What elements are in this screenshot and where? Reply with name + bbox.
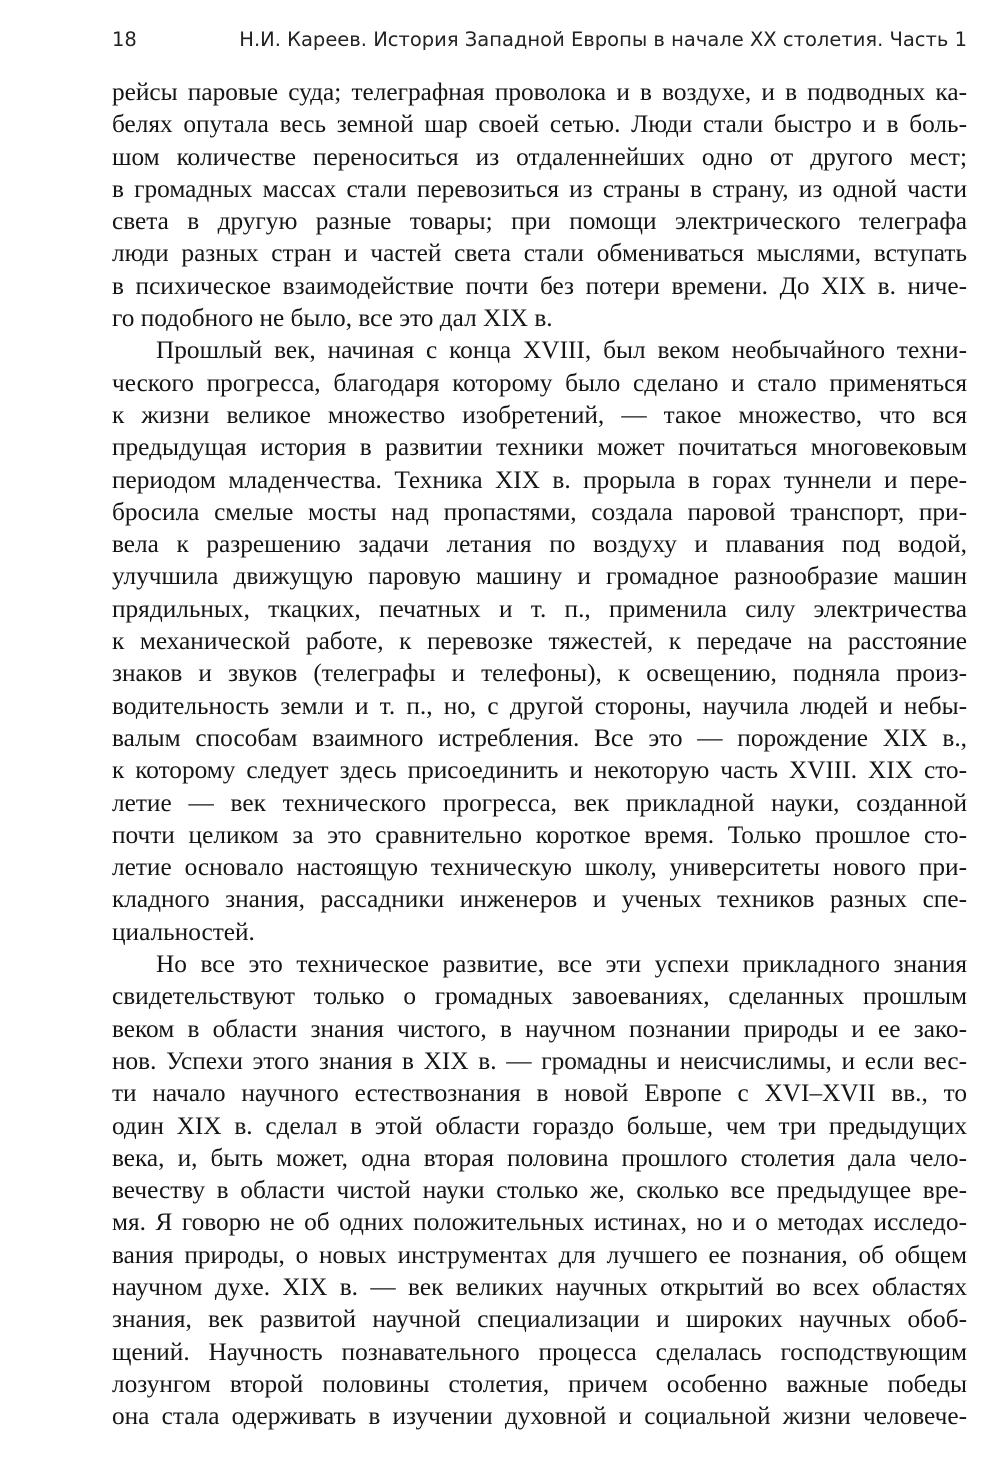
running-title: Н.И. Кареев. История Западной Европы в начале XX столетия. Часть 1 — [239, 28, 967, 51]
text-line: к которому следует здесь присоединить и некоторую часть XVIII. XIX сто- — [112, 756, 967, 785]
text-line: вела к разрешению задачи летания по воздуху и плавания под водой, — [112, 530, 967, 559]
text-line: в громадных массах стали перевозиться из страны в страну, из одной части — [112, 174, 967, 203]
text-line: прядильных, ткацких, печатных и т. п., применила силу электричества — [112, 594, 967, 623]
text-line: лозунгом второй половины столетия, причем особенно важные победы — [112, 1369, 967, 1398]
text-line: один XIX в. сделал в этой области гораздо больше, чем три предыдущих — [112, 1111, 967, 1140]
text-line: научном духе. XIX в. — век великих научных открытий во всех областях — [112, 1272, 967, 1301]
text-line: шом количестве переноситься из отдаленнейших одно от другого мест; — [112, 142, 967, 171]
paragraph-3 — [112, 948, 967, 1432]
text-line: она стала одерживать в изучении духовной и социальной жизни человече- — [112, 1402, 967, 1431]
text-line: к жизни великое множество изобретений, — такое множество, что вся — [112, 400, 967, 429]
text-line: циальностей. — [112, 917, 255, 946]
text-line: белях опутала весь земной шар своей сетью. Люди стали быстро и в боль- — [112, 110, 967, 139]
text-line: свидетельствуют только о громадных завоеваниях, сделанных прошлым — [112, 982, 967, 1011]
text-line: ческого прогресса, благодаря которому было сделано и стало применяться — [112, 368, 967, 397]
text-line: щений. Научность познавательного процесса сделалась господствующим — [112, 1337, 967, 1366]
text-line: нов. Успехи этого знания в XIX в. — громадны и неисчислимы, и если вес- — [112, 1046, 967, 1075]
text-line: знания, век развитой научной специализации и широких научных обоб- — [112, 1305, 967, 1334]
text-line: века, и, быть может, одна вторая половина прошлого столетия дала чело- — [112, 1143, 967, 1172]
text-line: вечеству в области чистой науки столько же, сколько все предыдущее вре- — [112, 1176, 967, 1205]
text-line: в психическое взаимодействие почти без потери времени. До XIX в. ниче- — [112, 271, 967, 300]
text-line: ти начало научного естествознания в новой Европе с XVI–XVII вв., то — [112, 1079, 967, 1108]
text-line: вания природы, о новых инструментах для лучшего ее познания, об общем — [112, 1240, 967, 1269]
text-line: летие — век технического прогресса, век прикладной науки, созданной — [112, 788, 967, 817]
running-header — [112, 28, 967, 62]
text-line: периодом младенчества. Техника XIX в. прорыла в горах туннели и пере- — [112, 465, 967, 494]
page-number: 18 — [112, 28, 137, 51]
text-line: валым способам взаимного истребления. Все это — порождение XIX в., — [112, 723, 967, 752]
paragraph-1 — [112, 76, 967, 334]
text-line: мя. Я говорю не об одних положительных истинах, но и о методах исследо- — [112, 1208, 967, 1237]
text-line: света в другую разные товары; при помощи электрического телеграфа — [112, 207, 967, 236]
text-line: веком в области знания чистого, в научном познании природы и ее зако- — [112, 1014, 967, 1043]
text-line: кладного знания, рассадники инженеров и ученых техников разных спе- — [112, 885, 967, 914]
text-line: Прошлый век, начиная с конца XVIII, был веком необычайного техни- — [156, 336, 967, 365]
text-line: улучшила движущую паровую машину и громадное разнообразие машин — [112, 562, 967, 591]
text-line: знаков и звуков (телеграфы и телефоны), к освещению, подняла произ- — [112, 659, 967, 688]
text-line: предыдущая история в развитии техники может почитаться многовековым — [112, 433, 967, 462]
text-line: почти целиком за это сравнительно короткое время. Только прошлое сто- — [112, 820, 967, 849]
paragraph-2 — [112, 334, 967, 948]
text-line: к механической работе, к перевозке тяжестей, к передаче на расстояние — [112, 627, 967, 656]
text-line: летие основало настоящую техническую школу, университеты нового при- — [112, 853, 967, 882]
text-line: люди разных стран и частей света стали обмениваться мыслями, вступать — [112, 239, 967, 268]
text-line: го подобного не было, все это дал XIX в. — [112, 304, 553, 333]
text-line: рейсы паровые суда; телеграфная проволока и в воздухе, и в подводных ка- — [112, 78, 967, 106]
text-line: Но все это техническое развитие, все эти успехи прикладного знания — [156, 950, 967, 979]
body-text — [112, 76, 967, 1432]
text-line: бросила смелые мосты над пропастями, создала паровой транспорт, при- — [112, 497, 967, 526]
text-line: водительность земли и т. п., но, с другой стороны, научила людей и небы- — [112, 691, 967, 720]
